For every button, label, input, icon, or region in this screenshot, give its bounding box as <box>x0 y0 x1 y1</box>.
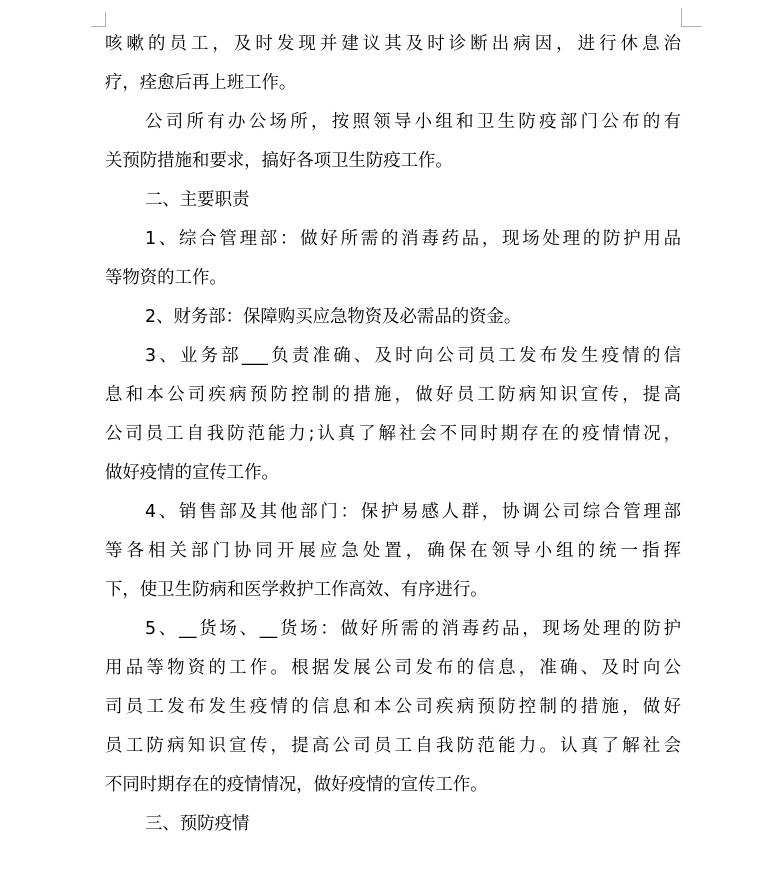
paragraph-line: 3、业务部___负责准确、及时向公司员工发布发生疫情的信 <box>145 346 681 366</box>
text-line: 等各相关部门协同开展应急处置，确保在领导小组的统一指挥 <box>105 541 681 561</box>
document-body <box>105 25 681 844</box>
text-line: 员工防病知识宣传，提高公司员工自我防范能力。认真了解社会 <box>105 736 681 756</box>
text-line: 不同时期存在的疫情情况，做好疫情的宣传工作。 <box>105 775 488 795</box>
paragraph-line: 2、财务部：保障购买应急物资及必需品的资金。 <box>145 307 522 327</box>
page-corner-mark-top-right <box>681 8 702 27</box>
text-line: 疗，痊愈后再上班工作。 <box>105 73 297 93</box>
section-heading: 三、预防疫情 <box>145 814 250 834</box>
section-heading: 二、主要职责 <box>145 190 250 210</box>
paragraph-line: 4、销售部及其他部门：保护易感人群，协调公司综合管理部 <box>145 502 681 522</box>
text-line: 等物资的工作。 <box>105 268 227 288</box>
paragraph-line: 1、综合管理部：做好所需的消毒药品，现场处理的防护用品 <box>145 229 681 249</box>
text-line: 公司员工自我防范能力;认真了解社会不同时期存在的疫情情况， <box>105 424 681 444</box>
text-line: 做好疫情的宣传工作。 <box>105 463 279 483</box>
text-line: 咳嗽的员工，及时发现并建议其及时诊断出病因，进行休息治 <box>105 34 681 54</box>
text-line: 下，使卫生防病和医学救护工作高效、有序进行。 <box>105 580 488 600</box>
text-line: 用品等物资的工作。根据发展公司发布的信息，准确、及时向公 <box>105 658 681 678</box>
text-line: 司员工发布发生疫情的信息和本公司疾病预防控制的措施，做好 <box>105 697 681 717</box>
paragraph-line: 5、__货场、__货场：做好所需的消毒药品，现场处理的防护 <box>145 619 681 639</box>
paragraph-line: 公司所有办公场所，按照领导小组和卫生防疫部门公布的有 <box>145 112 681 132</box>
text-line: 息和本公司疾病预防控制的措施，做好员工防病知识宣传，提高 <box>105 385 681 405</box>
text-line: 关预防措施和要求，搞好各项卫生防疫工作。 <box>105 151 453 171</box>
page-corner-mark-top-left <box>91 12 106 27</box>
